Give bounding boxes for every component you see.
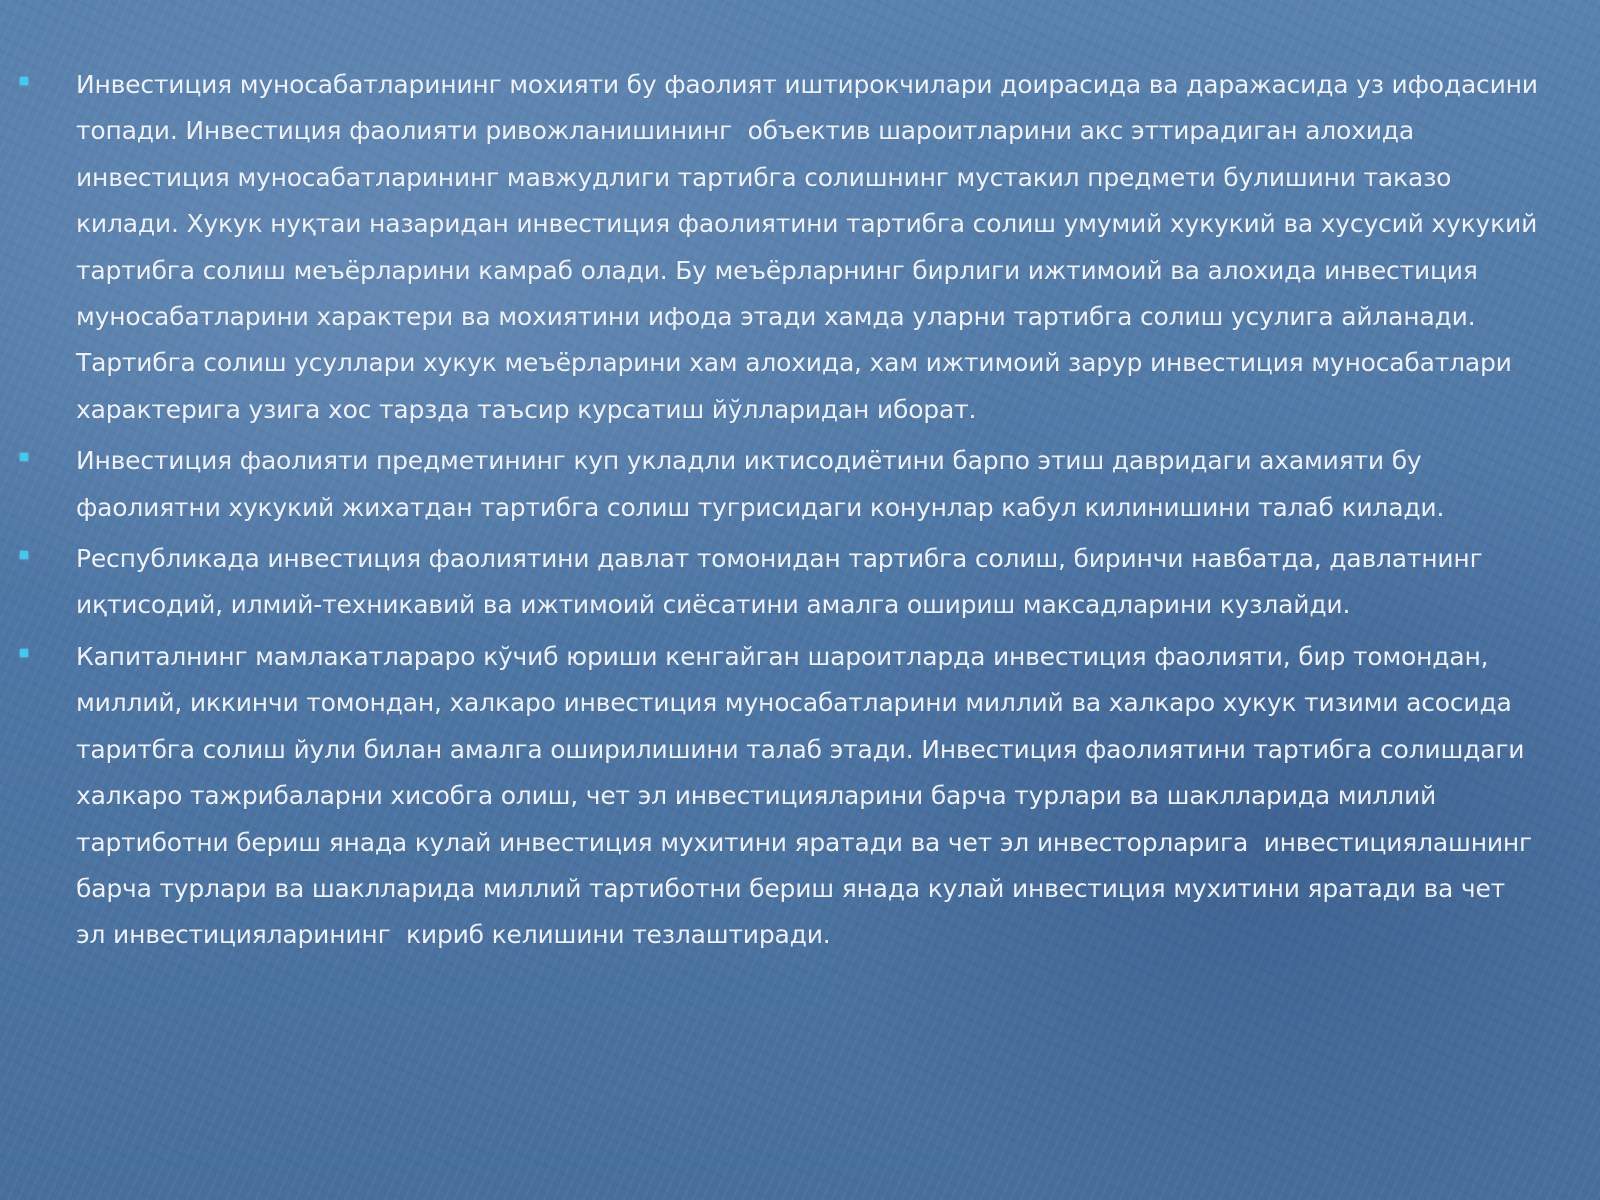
- square-bullet-icon: [20, 634, 76, 680]
- square-bullet-icon: [20, 536, 76, 582]
- square-bullet-icon: [20, 438, 76, 484]
- bullet-item: [20, 438, 1540, 531]
- bullet-text: Инвестиция муносабатларининг мохияти бу фаолият иштирокчилари доирасида ва даражасида уз ифодасини топади. Инвестиция фаолияти ривожланишининг объектив шароитларини акс эттирадиган алохида инвестиция муносабатларининг мавжудлиги тартибга солишнинг мустакил предмети булишини таказо килади. Хукук нуқтаи назаридан инвестиция фаолиятини тартибга солиш умумий хукукий ва хусусий хукукий тартибга солиш меъёрларини камраб олади. Бу меъёрларнинг бирлиги ижтимоий ва алохида инвестиция муносабатларини характери ва мохиятини ифода этади хамда уларни тартибга солиш усулига айланади. Тартибга солиш усуллари хукук меъёрларини хам алохида, хам ижтимоий зарур инвестиция муносабатлари характерига узига хос тарзда таъсир курсатиш йўлларидан иборат.: [76, 70, 1546, 424]
- bullet-item: [20, 634, 1540, 959]
- bullet-text: Капиталнинг мамлакатлараро кўчиб юриши кенгайган шароитларда инвестиция фаолияти, бир томондан, миллий, иккинчи томондан, халкаро инвестиция муносабатларини миллий ва халкаро хукук тизими асосида таритбга солиш йули билан амалга оширилишини талаб этади. Инвестиция фаолиятини тартибга солишдаги халкаро тажрибаларни хисобга олиш, чет эл инвестицияларини барча турлари ва шаклларида миллий тартиботни бериш янада кулай инвестиция мухитини яратади ва чет эл инвесторларига инвестициялашнинг барча турлари ва шаклларида миллий тартиботни бериш янада кулай инвестиция мухитини яратади ва чет эл инвестицияларининг кириб келишини тезлаштиради.: [76, 641, 1540, 950]
- bullet-item: [20, 536, 1540, 629]
- bullet-list: [20, 62, 1546, 964]
- bullet-text: Инвестиция фаолияти предметининг куп укладли иктисодиётини барпо этиш давридаги ахамияти бу фаолиятни хукукий жихатдан тартибга солиш тугрисидаги конунлар кабул килинишини талаб килади.: [76, 446, 1445, 522]
- square-bullet-icon: [20, 62, 76, 108]
- bullet-text: Республикада инвестиция фаолиятини давлат томонидан тартибга солиш, биринчи навбатда, давлатнинг иқтисодий, илмий-техникавий ва ижтимоий сиёсатини амалга ошириш максадларини кузлайди.: [76, 544, 1491, 620]
- bullet-item: [20, 62, 1546, 433]
